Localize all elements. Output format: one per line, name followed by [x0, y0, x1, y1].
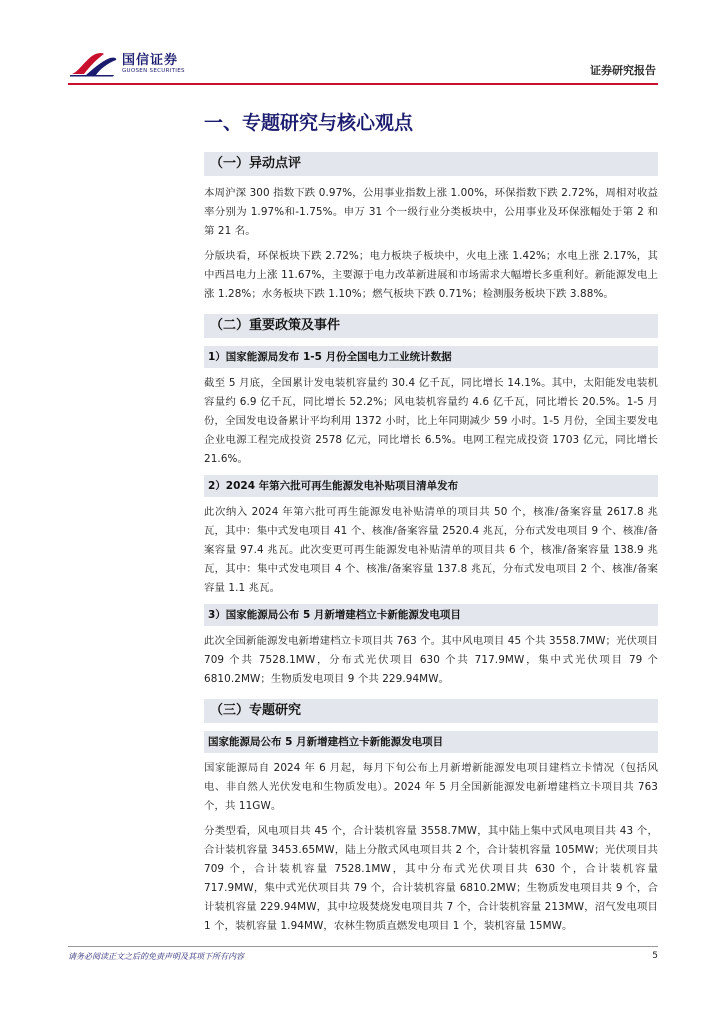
section-heading-anomaly: （一）异动点评	[204, 152, 658, 176]
header-divider	[68, 83, 658, 85]
report-body	[204, 110, 658, 942]
paragraph: 本周沪深 300 指数下跌 0.97%，公用事业指数上涨 1.00%，环保指数下跌 2.72%，周相对收益率分别为 1.97%和-1.75%。申万 31 个一级行业分类板块中，公用事业及环保涨幅处于第 2 和第 21 名。	[204, 187, 658, 237]
paragraph: 国家能源局自 2024 年 6 月起，每月下旬公布上月新增新能源发电项目建档立卡情况（包括风电、非自然人光伏发电和生物质发电）。2024 年 5 月全国新能源发电新增建档立卡项目共 763 个，共 11GW。	[204, 762, 658, 812]
logo-name-en: GUOSEN SECURITIES	[122, 68, 185, 74]
paragraph: 此次纳入 2024 年第六批可再生能源发电补贴清单的项目共 50 个，核准/备案容量 2617.8 兆瓦，其中：集中式发电项目 41 个、核准/备案容量 2520.4 兆瓦，分布式发电项目 9 个、核准/备案容量 97.4 兆瓦。此次变更可再生能源发电补贴清单的项目共 6 个，核准/备案容量 138.9 兆瓦，其中：集中式发电项目 4 个、核准/备案容量 137.8 兆瓦，分布式发电项目 2 个、核准/备案容量 1.1 兆瓦。	[204, 506, 658, 594]
subheading: 3）国家能源局公布 5 月新增建档立卡新能源发电项目	[204, 604, 658, 626]
footer-divider	[68, 946, 658, 947]
section-heading-research: （三）专题研究	[204, 699, 658, 723]
section-heading-policy: （二）重要政策及事件	[204, 314, 658, 338]
subheading: 1）国家能源局发布 1-5 月份全国电力工业统计数据	[204, 346, 658, 368]
report-type-label: 证券研究报告	[590, 64, 656, 77]
page-header	[68, 50, 658, 82]
paragraph: 截至 5 月底，全国累计发电装机容量约 30.4 亿千瓦，同比增长 14.1%。其中，太阳能发电装机容量约 6.9 亿千瓦，同比增长 52.2%；风电装机容量约 4.6 亿千瓦，同比增长 20.5%。1-5 月份，全国发电设备累计平均利用 1372 小时，比上年同期减少 59 小时。1-5 月份，全国主要发电企业电源工程完成投资 2578 亿元，同比增长 6.5%。电网工程完成投资 1703 亿元，同比增长 21.6%。	[204, 377, 658, 465]
subheading: 国家能源局公布 5 月新增建档立卡新能源发电项目	[204, 731, 658, 753]
page-number: 5	[652, 951, 658, 961]
guosen-logo	[68, 50, 185, 78]
guosen-logo-mark-icon	[68, 50, 120, 78]
paragraph: 分类型看，风电项目共 45 个，合计装机容量 3558.7MW，其中陆上集中式风电项目共 43 个，合计装机容量 3453.65MW，陆上分散式风电项目共 2 个，合计装机容量 105MW；光伏项目共 709 个，合计装机容量 7528.1MW，其中分布式光伏项目共 630 个，合计装机容量 717.9MW，集中式光伏项目共 79 个，合计装机容量 6810.2MW；生物质发电项目共 9 个，合计装机容量 229.94MW，其中垃圾焚烧发电项目共 7 个，合计装机容量 213MW，沼气发电项目 1 个，装机容量 1.94MW，农林生物质直燃发电项目 1 个，装机容量 15MW。	[204, 825, 658, 932]
disclaimer-note: 请务必阅读正文之后的免责声明及其项下所有内容	[68, 952, 244, 961]
paragraph: 分版块看，环保板块下跌 2.72%；电力板块子板块中，火电上涨 1.42%；水电上涨 2.17%，其中西昌电力上涨 11.67%，主要源于电力改革新进展和市场需求大幅增长多重利好。新能源发电上涨 1.28%；水务板块下跌 1.10%；燃气板块下跌 0.71%；检测服务板块下跌 3.88%。	[204, 250, 658, 300]
page-title: 一、专题研究与核心观点	[204, 112, 414, 134]
logo-name-cn: 国信证券	[122, 53, 179, 68]
subheading: 2）2024 年第六批可再生能源发电补贴项目清单发布	[204, 475, 658, 497]
paragraph: 此次全国新能源发电新增建档立卡项目共 763 个。其中风电项目 45 个共 3558.7MW；光伏项目 709 个共 7528.1MW，分布式光伏项目 630 个共 717.9MW，集中式光伏项目 79 个 6810.2MW；生物质发电项目 9 个共 229.94MW。	[204, 635, 658, 685]
